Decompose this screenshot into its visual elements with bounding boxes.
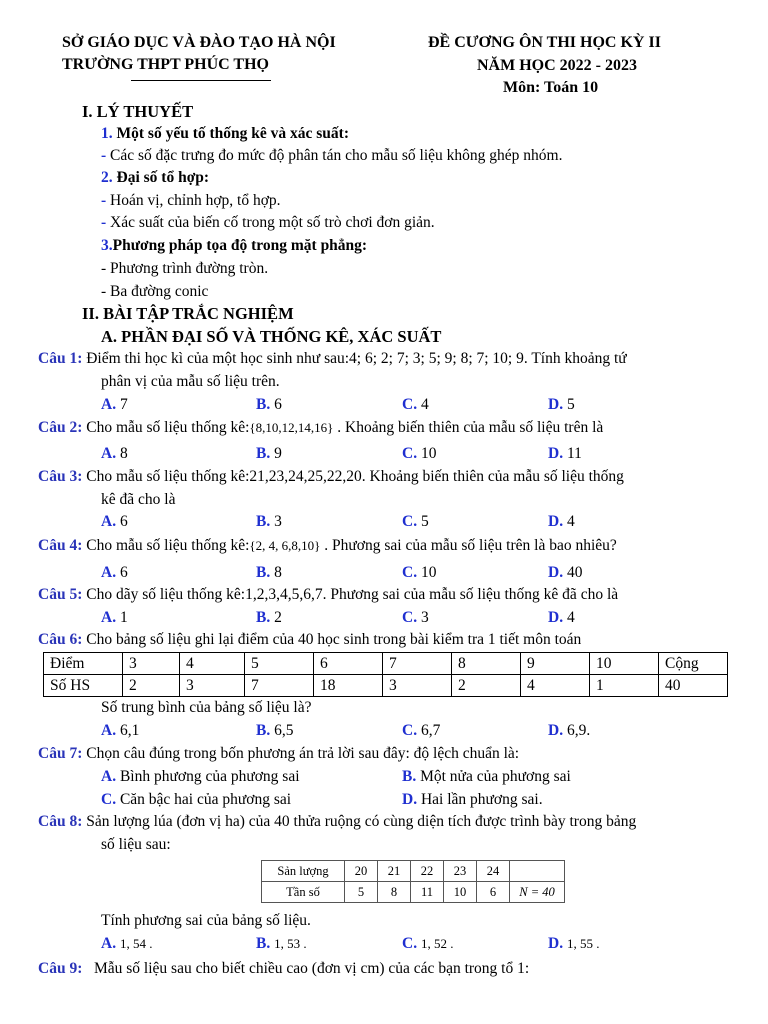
table-cell: 22 — [411, 861, 444, 882]
q4-option-d[interactable]: D. 40 — [548, 564, 583, 581]
q1-option-c[interactable]: C. 4 — [402, 396, 429, 413]
part-a-heading: A. PHẦN ĐẠI SỐ VÀ THỐNG KÊ, XÁC SUẤT — [101, 327, 442, 346]
question-1-line-2: phân vị của mẫu số liệu trên. — [101, 373, 280, 390]
q6-option-b[interactable]: B. 6,5 — [256, 722, 294, 739]
table-cell: Số HS — [44, 675, 123, 697]
q1-option-a[interactable]: A. 7 — [101, 396, 128, 413]
q2-option-d[interactable]: D. 11 — [548, 445, 582, 462]
table-cell: 8 — [378, 882, 411, 903]
q2-data-set: {8,10,12,14,16} — [249, 420, 334, 435]
theory-section-2-title: 2. Đại số tổ hợp: — [101, 169, 210, 186]
table-cell: 6 — [477, 882, 510, 903]
q4-option-c[interactable]: C. 10 — [402, 564, 437, 581]
table-cell: 11 — [411, 882, 444, 903]
school-name: TRƯỜNG THPT PHÚC THỌ — [62, 56, 269, 73]
table-cell: 5 — [345, 882, 378, 903]
q5-option-a[interactable]: A. 1 — [101, 609, 128, 626]
table-cell: 1 — [590, 675, 659, 697]
table-cell: 5 — [245, 653, 314, 675]
table-cell: 6 — [314, 653, 383, 675]
q7-option-b[interactable]: B. Một nửa của phương sai — [402, 768, 571, 785]
table-row — [262, 861, 565, 882]
table-cell: 3 — [123, 653, 180, 675]
question-9: Câu 9: Mẫu số liệu sau cho biết chiều cao (đơn vị cm) của các bạn trong tổ 1: — [38, 960, 530, 977]
table-cell: 2 — [123, 675, 180, 697]
question-8-line-3: Tính phương sai của bảng số liệu. — [101, 912, 311, 929]
theory-section-3-item-1: - Phương trình đường tròn. — [101, 260, 269, 277]
table-cell: 4 — [521, 675, 590, 697]
question-8: Câu 8: Sản lượng lúa (đơn vị ha) của 40 thửa ruộng có cùng diện tích được trình bày trong bảng — [38, 813, 637, 830]
theory-section-3-item-2: - Ba đường conic — [101, 283, 209, 300]
question-6: Câu 6: Cho bảng số liệu ghi lại điểm của 40 học sinh trong bài kiểm tra 1 tiết môn toán — [38, 631, 582, 648]
table-cell: Tần số — [262, 882, 345, 903]
theory-section-1-title: 1. Một số yếu tố thống kê và xác suất: — [101, 125, 349, 142]
question-5: Câu 5: Cho dãy số liệu thống kê:1,2,3,4,5,6,7. Phương sai của mẫu số liệu thống kê đã cho là — [38, 586, 619, 603]
q8-option-d[interactable]: D. 1, 55 . — [548, 935, 600, 952]
header-underline — [131, 80, 271, 81]
q7-option-c[interactable]: C. Căn bậc hai của phương sai — [101, 791, 292, 808]
table-cell: 7 — [245, 675, 314, 697]
table-cell: 8 — [452, 653, 521, 675]
table-cell: 23 — [444, 861, 477, 882]
table-cell: 2 — [452, 675, 521, 697]
table-cell — [510, 861, 565, 882]
q3-option-c[interactable]: C. 5 — [402, 513, 429, 530]
exercises-heading: II. BÀI TẬP TRẮC NGHIỆM — [82, 304, 294, 323]
table-row — [262, 882, 565, 903]
q6-option-d[interactable]: D. 6,9. — [548, 722, 591, 739]
table-cell: 21 — [378, 861, 411, 882]
q6-option-a[interactable]: A. 6,1 — [101, 722, 140, 739]
question-3-line-2: kê đã cho là — [101, 491, 176, 508]
question-4: Câu 4: Cho mẫu số liệu thống kê:{2, 4, 6,8,10} . Phương sai của mẫu số liệu trên là bao nhiêu? — [38, 537, 617, 554]
table-row — [44, 675, 728, 697]
q4-option-b[interactable]: B. 8 — [256, 564, 282, 581]
q8-option-c[interactable]: C. 1, 52 . — [402, 935, 454, 952]
table-row — [44, 653, 728, 675]
exam-title: ĐỀ CƯƠNG ÔN THI HỌC KỲ II — [428, 34, 661, 51]
q7-option-a[interactable]: A. Bình phương của phương sai — [101, 768, 300, 785]
q3-option-b[interactable]: B. 3 — [256, 513, 282, 530]
q1-option-b[interactable]: B. 6 — [256, 396, 282, 413]
department-name: SỞ GIÁO DỤC VÀ ĐÀO TẠO HÀ NỘI — [62, 34, 336, 51]
q4-option-a[interactable]: A. 6 — [101, 564, 128, 581]
question-3: Câu 3: Cho mẫu số liệu thống kê:21,23,24,25,22,20. Khoảng biến thiên của mẫu số liệu thống — [38, 468, 624, 485]
table-cell: 24 — [477, 861, 510, 882]
q1-option-d[interactable]: D. 5 — [548, 396, 575, 413]
theory-section-1-item: - Các số đặc trưng đo mức độ phân tán cho mẫu số liệu không ghép nhóm. — [101, 147, 563, 164]
table-cell: 40 — [659, 675, 728, 697]
q2-option-b[interactable]: B. 9 — [256, 445, 282, 462]
table-cell: 3 — [180, 675, 245, 697]
q8-option-b[interactable]: B. 1, 53 . — [256, 935, 307, 952]
q3-option-d[interactable]: D. 4 — [548, 513, 575, 530]
q5-option-d[interactable]: D. 4 — [548, 609, 575, 626]
subject: Môn: Toán 10 — [503, 79, 599, 96]
table-cell: 18 — [314, 675, 383, 697]
q3-option-a[interactable]: A. 6 — [101, 513, 128, 530]
question-2: Câu 2: Cho mẫu số liệu thống kê:{8,10,12,14,16} . Khoảng biến thiên của mẫu số liệu trên là — [38, 419, 604, 436]
theory-section-2-item-2: - Xác suất của biến cố trong một số trò chơi đơn giản. — [101, 214, 435, 231]
table-cell: 10 — [590, 653, 659, 675]
q7-option-d[interactable]: D. Hai lần phương sai. — [402, 791, 543, 808]
theory-section-3-title: 3.Phương pháp tọa độ trong mặt phẳng: — [101, 237, 368, 254]
question-7: Câu 7: Chọn câu đúng trong bốn phương án trả lời sau đây: độ lệch chuẩn là: — [38, 745, 520, 762]
table-cell: 10 — [444, 882, 477, 903]
table-cell: N = 40 — [510, 882, 565, 903]
q8-yield-table — [261, 860, 565, 903]
question-1: Câu 1: Điểm thi học kì của một học sinh như sau:4; 6; 2; 7; 3; 5; 9; 8; 7; 10; 9. Tính khoảng tứ — [38, 350, 627, 367]
table-cell: Điểm — [44, 653, 123, 675]
theory-section-2-item-1: - Hoán vị, chỉnh hợp, tổ hợp. — [101, 192, 281, 209]
table-cell: 3 — [383, 675, 452, 697]
table-cell: 20 — [345, 861, 378, 882]
q6-score-table — [43, 652, 728, 697]
q5-option-c[interactable]: C. 3 — [402, 609, 429, 626]
q2-option-a[interactable]: A. 8 — [101, 445, 128, 462]
table-cell: Cộng — [659, 653, 728, 675]
q6-option-c[interactable]: C. 6,7 — [402, 722, 441, 739]
q4-data-set: {2, 4, 6,8,10} — [249, 538, 321, 553]
school-year: NĂM HỌC 2022 - 2023 — [477, 57, 637, 74]
theory-heading: I. LÝ THUYẾT — [82, 102, 194, 121]
table-cell: 9 — [521, 653, 590, 675]
table-cell: 4 — [180, 653, 245, 675]
q5-option-b[interactable]: B. 2 — [256, 609, 282, 626]
question-8-line-2: số liệu sau: — [101, 836, 171, 853]
q8-option-a[interactable]: A. 1, 54 . — [101, 935, 153, 952]
q2-option-c[interactable]: C. 10 — [402, 445, 437, 462]
question-6-line-2: Số trung bình của bảng số liệu là? — [101, 699, 312, 716]
table-cell: 7 — [383, 653, 452, 675]
table-cell: Sản lượng — [262, 861, 345, 882]
